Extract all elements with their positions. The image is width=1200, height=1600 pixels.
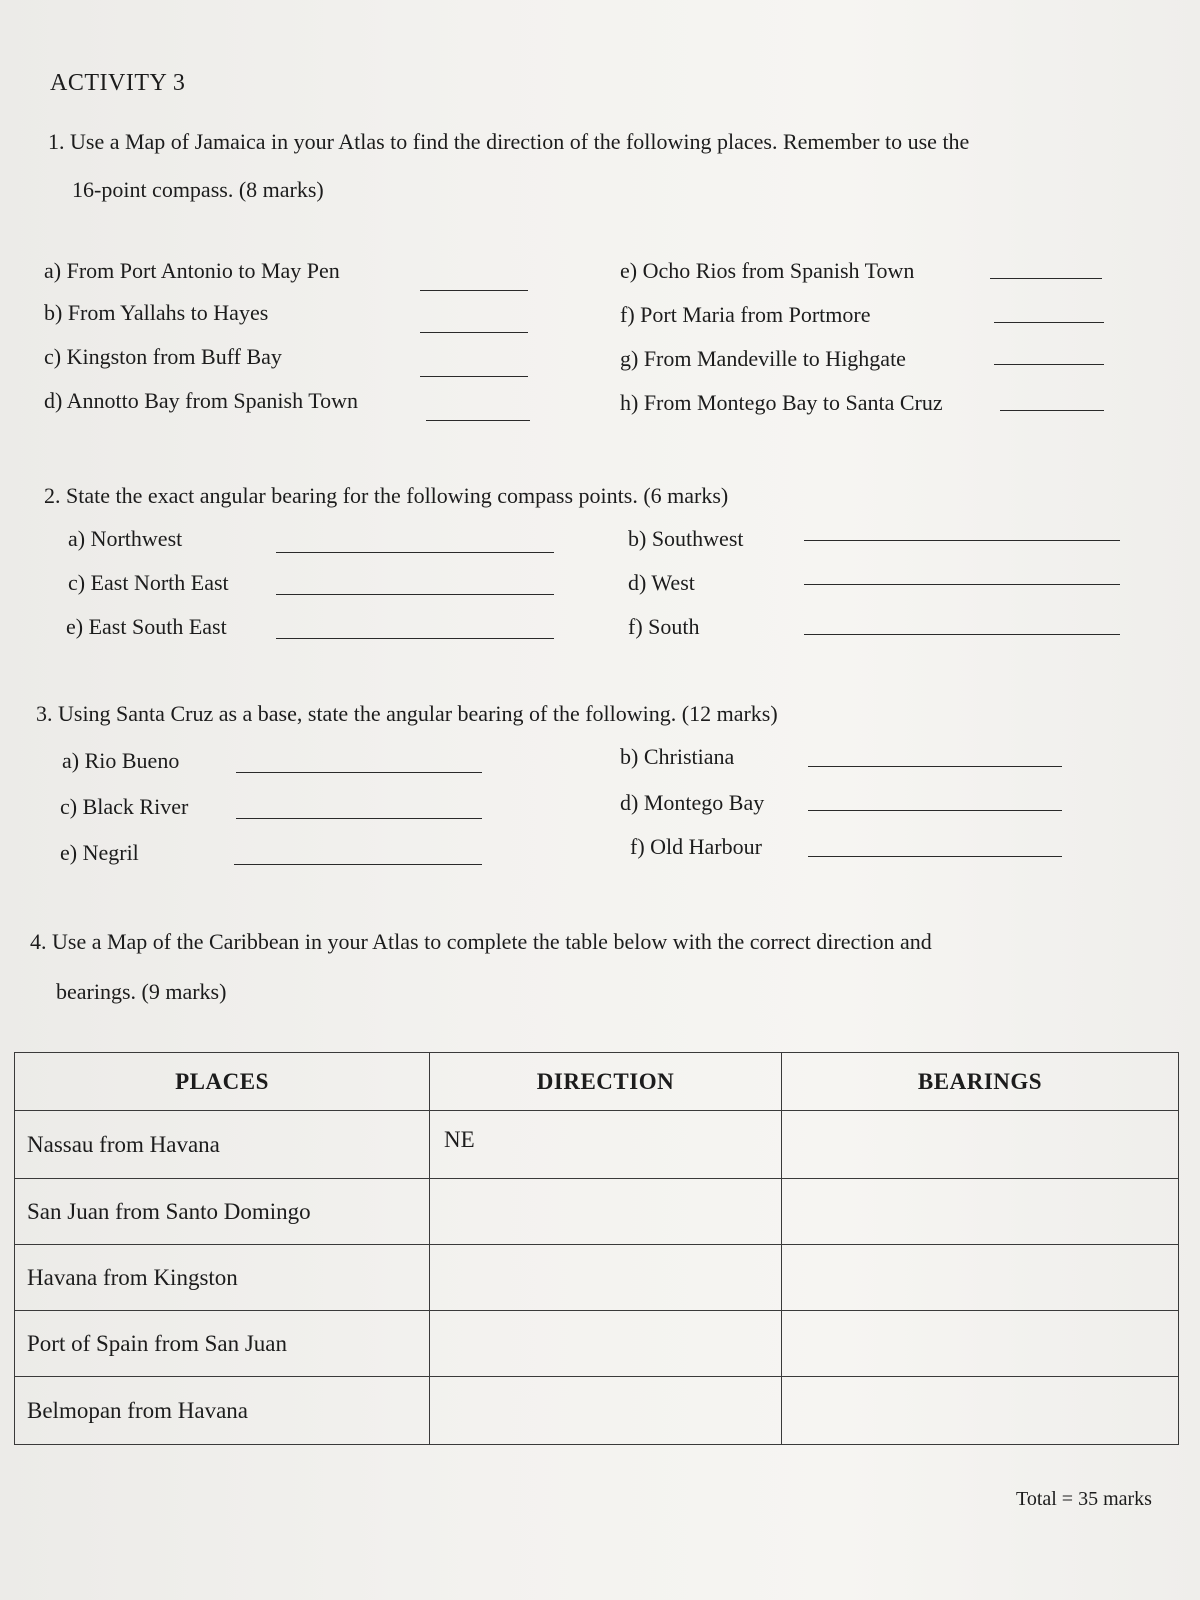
activity-title: ACTIVITY 3 [50,70,186,96]
q1-item-a: a) From Port Antonio to May Pen [44,258,340,283]
place-cell: Port of Spain from San Juan [15,1311,430,1377]
q2-item-a: a) Northwest [68,526,183,551]
q1-item-h: h) From Montego Bay to Santa Cruz [620,390,943,415]
q1-item-d: d) Annotto Bay from Spanish Town [44,388,358,413]
q1-answer-blank-e[interactable] [990,278,1102,279]
bearing-cell[interactable] [782,1311,1179,1377]
q2-item-d: d) West [628,570,695,595]
place-cell: Havana from Kingston [15,1245,430,1311]
q2-answer-blank-e[interactable] [276,638,554,639]
q2-answer-blank-a[interactable] [276,552,554,553]
q3-item-c: c) Black River [60,794,189,819]
direction-cell[interactable] [430,1311,782,1377]
q1-instruction-line1: 1. Use a Map of Jamaica in your Atlas to find the direction of the following places. Remember to use the [48,129,970,154]
q1-answer-blank-g[interactable] [994,364,1104,365]
table-header-row [15,1053,1179,1111]
direction-cell[interactable]: NE [430,1111,782,1179]
table-row [15,1377,1179,1445]
q3-answer-blank-f[interactable] [808,856,1062,857]
q3-answer-blank-c[interactable] [236,818,482,819]
table-row [15,1111,1179,1179]
q1-item-f: f) Port Maria from Portmore [620,302,871,327]
q2-answer-blank-d[interactable] [804,584,1120,585]
q2-item-b: b) Southwest [628,526,744,551]
q3-item-b: b) Christiana [620,744,735,769]
bearing-cell[interactable] [782,1179,1179,1245]
total-marks: Total = 35 marks [1016,1488,1152,1510]
q2-item-e: e) East South East [66,614,227,639]
q1-answer-blank-c[interactable] [420,376,528,377]
q3-item-a: a) Rio Bueno [62,748,180,773]
table-row [15,1179,1179,1245]
q1-answer-blank-f[interactable] [994,322,1104,323]
place-cell: San Juan from Santo Domingo [15,1179,430,1245]
place-cell: Nassau from Havana [15,1111,430,1179]
q2-item-f: f) South [628,614,700,639]
q3-item-e: e) Negril [60,840,139,865]
bearing-cell[interactable] [782,1111,1179,1179]
place-cell: Belmopan from Havana [15,1377,430,1445]
bearing-cell[interactable] [782,1377,1179,1445]
q1-answer-blank-h[interactable] [1000,410,1104,411]
q3-instruction: 3. Using Santa Cruz as a base, state the angular bearing of the following. (12 marks) [36,701,778,726]
table-row [15,1245,1179,1311]
q3-answer-blank-a[interactable] [236,772,482,773]
q1-instruction-line2: 16-point compass. (8 marks) [72,177,324,202]
q2-item-c: c) East North East [68,570,229,595]
direction-cell[interactable] [430,1179,782,1245]
header-places: PLACES [15,1053,430,1111]
bearing-cell[interactable] [782,1245,1179,1311]
direction-cell[interactable] [430,1245,782,1311]
q1-item-e: e) Ocho Rios from Spanish Town [620,258,915,283]
q3-item-d: d) Montego Bay [620,790,765,815]
q4-instruction-line2: bearings. (9 marks) [56,979,227,1004]
q1-answer-blank-b[interactable] [420,332,528,333]
q3-answer-blank-d[interactable] [808,810,1062,811]
q3-answer-blank-b[interactable] [808,766,1062,767]
header-direction: DIRECTION [430,1053,782,1111]
directions-bearings-table [14,1052,1179,1445]
q1-item-b: b) From Yallahs to Hayes [44,300,269,325]
q1-answer-blank-a[interactable] [420,290,528,291]
direction-cell[interactable] [430,1377,782,1445]
header-bearings: BEARINGS [782,1053,1179,1111]
q3-answer-blank-e[interactable] [234,864,482,865]
q4-instruction-line1: 4. Use a Map of the Caribbean in your Atlas to complete the table below with the correct direction and [30,929,932,954]
q2-answer-blank-c[interactable] [276,594,554,595]
q1-item-g: g) From Mandeville to Highgate [620,346,906,371]
q2-answer-blank-f[interactable] [804,634,1120,635]
table-row [15,1311,1179,1377]
q2-instruction: 2. State the exact angular bearing for the following compass points. (6 marks) [44,483,729,508]
q3-item-f: f) Old Harbour [630,834,762,859]
q2-answer-blank-b[interactable] [804,540,1120,541]
q1-item-c: c) Kingston from Buff Bay [44,344,282,369]
q1-answer-blank-d[interactable] [426,420,530,421]
